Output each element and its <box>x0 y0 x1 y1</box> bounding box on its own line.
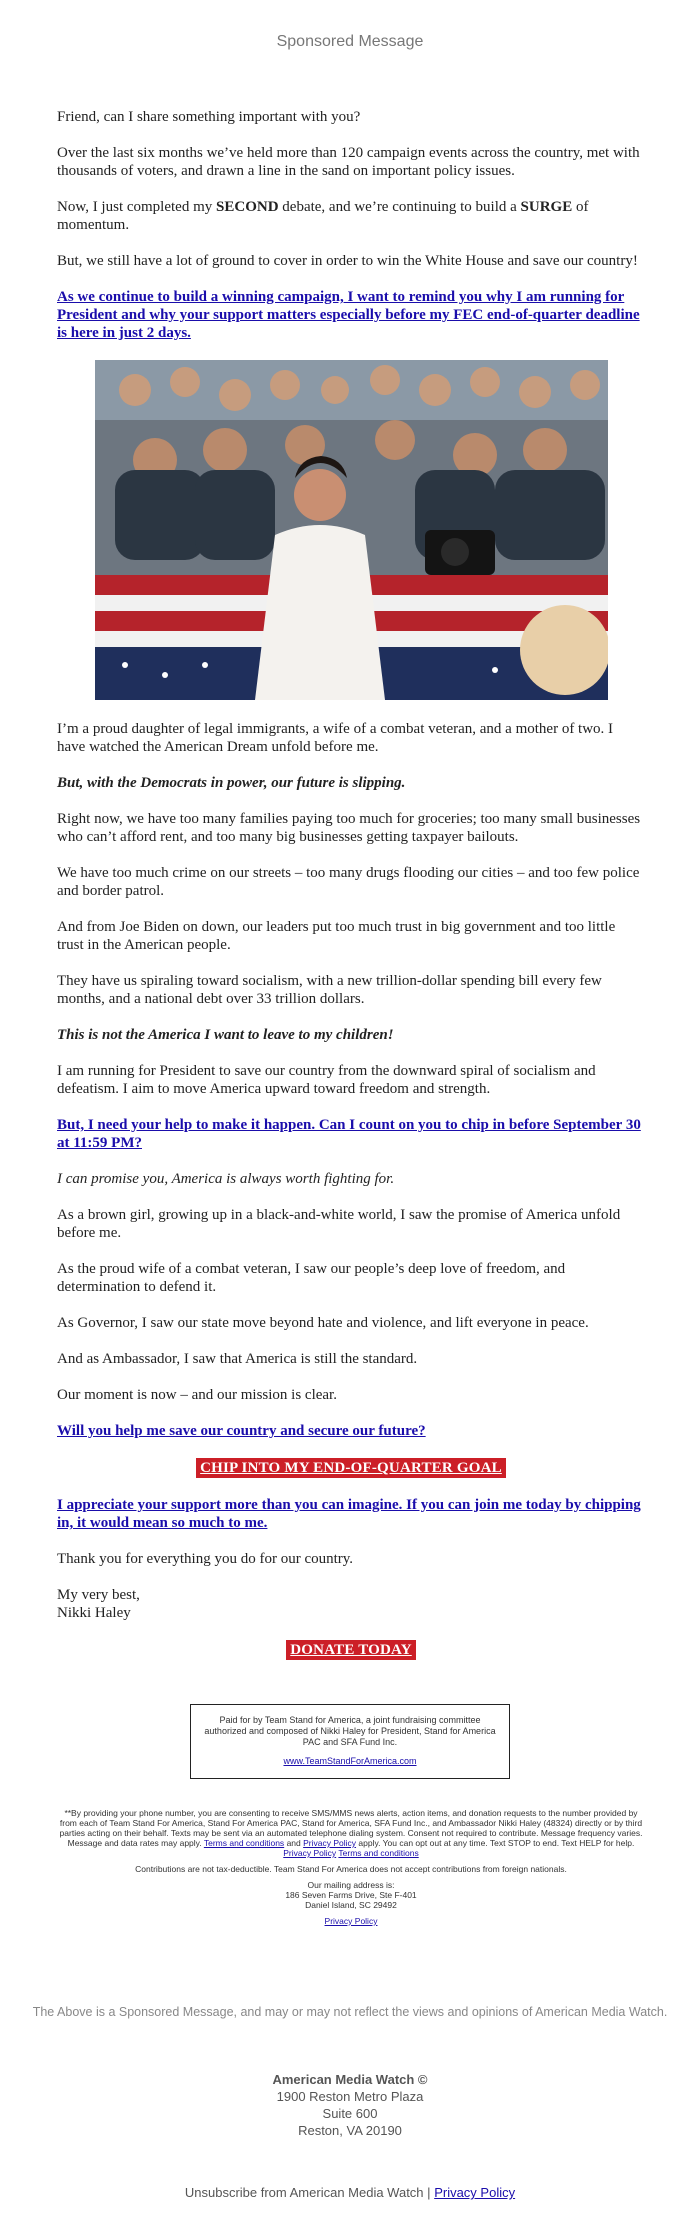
address-line: 1900 Reston Metro Plaza <box>276 2089 424 2104</box>
tax-notice: Contributions are not tax-deductible. Team Stand For America does not accept contributions from foreign nationals. <box>135 1864 567 1874</box>
donate-link-appreciate[interactable]: I appreciate your support more than you can imagine. If you can join me today by chipping in, it would mean so much to me. <box>57 1497 641 1531</box>
legal-disclaimer <box>57 1808 645 1932</box>
body-paragraph: They have us spiraling toward socialism, with a new trillion-dollar spending bill every few months, and a national debt over 33 trillion dollars. <box>57 973 602 1007</box>
text-span: and <box>286 1838 301 1848</box>
publisher-address <box>0 2071 700 2139</box>
sponsored-label: Sponsored Message <box>276 33 424 50</box>
emphasis-second: SECOND <box>216 199 279 215</box>
sms-text: apply. You can opt out at any time. Text STOP to end. Text HELP for help. <box>358 1838 635 1848</box>
signature-name: Nikki Haley <box>57 1605 131 1621</box>
mailing-line: 186 Seven Farms Drive, Ste F-401 <box>285 1890 417 1900</box>
body-paragraph: I’m a proud daughter of legal immigrants, a wife of a combat veteran, and a mother of two. I have watched the American Dream unfold before me. <box>57 721 614 755</box>
body-paragraph-debate <box>57 198 645 234</box>
body-paragraph: As a brown girl, growing up in a black-and-white world, I saw the promise of America unfold before me. <box>57 1207 621 1241</box>
body-paragraph: As the proud wife of a combat veteran, I saw our people’s deep love of freedom, and determination to defend it. <box>57 1261 566 1295</box>
body-paragraph: Right now, we have too many families paying too much for groceries; too many small businesses who can’t afford rent, and too many big businesses getting taxpayer bailouts. <box>57 811 641 845</box>
body-paragraph: We have too much crime on our streets – too many drugs flooding our cities – and too few police and border patrol. <box>57 865 640 899</box>
mailing-label: Our mailing address is: <box>307 1880 395 1890</box>
privacy-policy-link-2[interactable]: Privacy Policy <box>283 1848 337 1858</box>
greeting-paragraph: Friend, can I share something important with you? <box>57 109 361 125</box>
body-paragraph: Thank you for everything you do for our country. <box>57 1551 354 1567</box>
donate-today-button[interactable]: DONATE TODAY <box>286 1640 415 1660</box>
privacy-policy-link[interactable]: Privacy Policy <box>303 1838 357 1848</box>
terms-link-2[interactable]: Terms and conditions <box>338 1848 419 1858</box>
donate-link-chip-in[interactable]: But, I need your help to make it happen. Can I count on you to chip in before September 30 at 11:59 PM? <box>57 1117 641 1151</box>
emphasis-paragraph: This is not the America I want to leave to my children! <box>57 1027 394 1043</box>
body-paragraph: Our moment is now – and our mission is clear. <box>57 1387 337 1403</box>
footer-privacy-link[interactable]: Privacy Policy <box>434 2185 516 2200</box>
text-span: debate, and we’re continuing to build a <box>278 199 521 215</box>
italic-paragraph: I can promise you, America is always worth fighting for. <box>57 1171 395 1187</box>
emphasis-surge: SURGE <box>520 199 573 215</box>
sponsor-disclaimer: The Above is a Sponsored Message, and may or may not reflect the views and opinions of American Media Watch. <box>32 2005 668 2019</box>
address-line: Reston, VA 20190 <box>298 2123 402 2138</box>
mailing-line: Daniel Island, SC 29492 <box>305 1900 397 1910</box>
committee-website-link[interactable]: www.TeamStandForAmerica.com <box>283 1756 417 1766</box>
privacy-policy-link-3[interactable]: Privacy Policy <box>324 1916 378 1926</box>
text-span: of momentum. <box>57 199 589 233</box>
sms-text: **By providing your phone number, you are consenting to receive SMS/MMS news alerts, action items, and donation requests to the number provided by from each of Team Stand For America, Stand For America PAC, Stand for America, SFA Fund Inc., and Ambassador Nikki Haley (48324) directly or by third parties acting on their behalf. Texts may be sent via an automated telephone dialing system. Consent not required to contribute. Message frequency varies. Message and data rates may apply. <box>59 1808 643 1848</box>
body-paragraph: I am running for President to save our country from the downward spiral of socialism and defeatism. I aim to move America upward toward freedom and strength. <box>57 1063 596 1097</box>
body-paragraph: But, we still have a lot of ground to cover in order to win the White House and save our country! <box>57 253 638 269</box>
paid-for-box <box>190 1704 510 1779</box>
mailing-address <box>57 1880 645 1910</box>
body-paragraph: Over the last six months we’ve held more than 120 campaign events across the country, met with thousands of voters, and drawn a line in the sand on important policy issues. <box>57 145 640 179</box>
signoff: My very best, <box>57 1587 140 1603</box>
separator: | <box>427 2185 431 2200</box>
terms-link[interactable]: Terms and conditions <box>203 1838 285 1848</box>
unsubscribe-bar <box>0 2185 700 2200</box>
donate-link-deadline[interactable]: As we continue to build a winning campaign, I want to remind you why I am running for President and why your support matters especially before my FEC end-of-quarter deadline is here in just 2 days. <box>57 289 640 341</box>
campaign-rally-photo[interactable] <box>95 360 608 700</box>
email-body <box>57 108 645 1678</box>
signature-block <box>57 1586 645 1622</box>
donate-link-save-country[interactable]: Will you help me save our country and secure our future? <box>57 1423 426 1439</box>
emphasis-paragraph: But, with the Democrats in power, our future is slipping. <box>57 775 406 791</box>
body-paragraph: As Governor, I saw our state move beyond hate and violence, and lift everyone in peace. <box>57 1315 589 1331</box>
sms-consent-text <box>57 1808 645 1858</box>
publisher-name: American Media Watch © <box>272 2072 428 2087</box>
body-paragraph: And as Ambassador, I saw that America is still the standard. <box>57 1351 418 1367</box>
paid-for-text: Paid for by Team Stand for America, a joint fundraising committee authorized and composed of Nikki Haley for President, Stand for America PAC and SFA Fund Inc. <box>204 1715 496 1747</box>
chip-in-button[interactable]: CHIP INTO MY END-OF-QUARTER GOAL <box>196 1458 506 1478</box>
text-span: Now, I just completed my <box>57 199 217 215</box>
body-paragraph: And from Joe Biden on down, our leaders put too much trust in big government and too little trust in the American people. <box>57 919 616 953</box>
unsubscribe-link[interactable]: Unsubscribe from American Media Watch <box>184 2185 424 2200</box>
address-line: Suite 600 <box>322 2106 378 2121</box>
